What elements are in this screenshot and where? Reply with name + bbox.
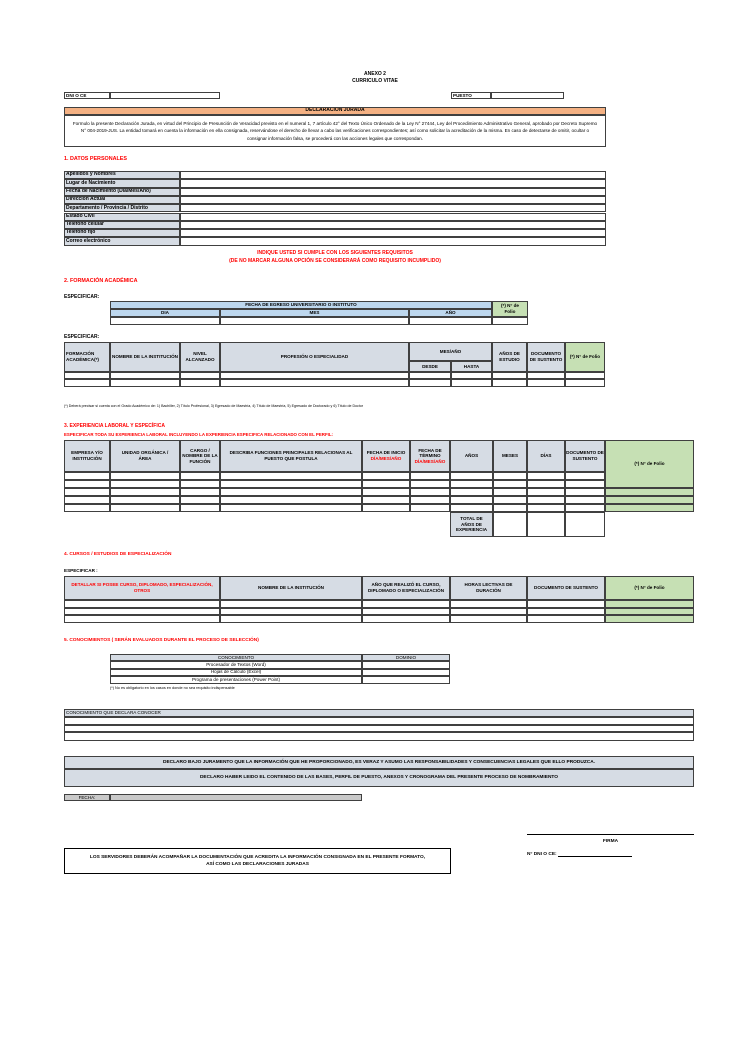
cell[interactable]	[220, 496, 362, 504]
declaration-body: Formulo la presente Declaración Jurada, en virtud del Principio de Presunción de Veracidad previsto en el numeral 1, 7 artículo 42° del Texto Único Ordenado de la Ley N° 27444, Ley del Procedimiento Administrativo General, aprobado por Decreto Supremo N° 004-2019-JUS. La entidad tomará en cuenta la información en ella consignada, reservándose el derecho de llevar a cabo las verificaciones correspondientes; así como solicitar la acreditación de la misma. En caso de detectarse de omitir, ocultar o consignar información falsa, se procederá con las acciones legales que correspondan.	[64, 115, 606, 147]
col-header-horas: HORAS LECTIVAS DE DURACIÓN	[450, 576, 527, 600]
cell[interactable]	[110, 480, 180, 488]
personal-input[interactable]	[180, 204, 606, 212]
col-header-documento: DOCUMENTO DE SUSTENTO	[527, 342, 565, 372]
total-experience-label: TOTAL DE AÑOS DE EXPERIENCIA	[450, 512, 493, 537]
cell[interactable]	[110, 472, 180, 480]
page-title: CURRICULO VITAE	[352, 78, 398, 84]
cell[interactable]	[362, 488, 410, 496]
cell[interactable]	[64, 504, 110, 512]
dni-label: DNI O CE	[64, 92, 110, 99]
cell[interactable]	[220, 480, 362, 488]
knowledge-footnote: (*) No es obligatorio en los casos en donde no sea requisito indispensable	[110, 686, 235, 690]
col-header-desde: DESDE	[409, 361, 451, 372]
folio-cell[interactable]	[605, 504, 694, 512]
section-title-experience: 3. EXPERIENCIA LABORAL Y ESPECÍFICA	[64, 423, 165, 429]
cell[interactable]	[450, 504, 493, 512]
cell[interactable]	[527, 504, 565, 512]
cell[interactable]	[410, 496, 450, 504]
personal-label: Estado Civil	[64, 213, 180, 221]
cell[interactable]	[220, 472, 362, 480]
cell[interactable]	[362, 496, 410, 504]
cell[interactable]	[110, 488, 180, 496]
col-header-profesion: PROFESIÓN O ESPECIALIDAD	[220, 342, 409, 372]
knowledge-level-input[interactable]	[362, 661, 450, 669]
cell[interactable]	[527, 600, 605, 608]
declared-knowledge-input[interactable]	[64, 732, 694, 741]
signature-dni-label: N° DNI O CE:	[527, 852, 557, 857]
cell[interactable]	[493, 496, 527, 504]
cell[interactable]	[220, 372, 409, 379]
cell[interactable]	[220, 504, 362, 512]
personal-label: Lugar de Nacimiento	[64, 179, 180, 187]
cell[interactable]	[450, 480, 493, 488]
cell[interactable]	[565, 472, 605, 480]
cell[interactable]	[565, 372, 605, 379]
date-input[interactable]	[110, 794, 362, 801]
cell[interactable]	[220, 608, 362, 615]
cell[interactable]	[450, 615, 527, 623]
year-input[interactable]	[409, 317, 492, 325]
signature-line[interactable]	[527, 834, 694, 835]
specify-label-2: ESPECIFICAR:	[64, 334, 100, 340]
col-header-folio: (*) N° de Folio	[565, 342, 605, 372]
folio-cell[interactable]	[605, 608, 694, 615]
signature-label: FIRMA	[602, 839, 619, 844]
documentation-notice: LOS SERVIDORES DEBERÁN ACOMPAÑAR LA DOCUMENTACIÓN QUE ACREDITA LA INFORMACIÓN CONSIGNADA EN EL PRESENTE FORMATO, ASÍ COMO LAS DECLARACIONES JURADAS	[64, 848, 451, 874]
folio-cell[interactable]	[605, 496, 694, 504]
cell[interactable]	[450, 496, 493, 504]
col-header-anios: AÑOS	[450, 440, 493, 472]
cell[interactable]	[450, 608, 527, 615]
section-title-academic: 2. FORMACIÓN ACADÉMICA	[64, 278, 138, 284]
cell[interactable]	[451, 379, 492, 387]
col-header-dias: DÍAS	[527, 440, 565, 472]
cell[interactable]	[64, 615, 220, 623]
cell[interactable]	[451, 372, 492, 379]
cell[interactable]	[64, 608, 220, 615]
specify-label: ESPECIFICAR:	[64, 294, 100, 300]
personal-input[interactable]	[180, 213, 606, 221]
personal-label: Dirección Actual	[64, 196, 180, 204]
cell[interactable]	[180, 504, 220, 512]
cell[interactable]	[450, 600, 527, 608]
col-header-folio: (*) N° de Folio	[605, 440, 694, 488]
cell[interactable]	[220, 379, 409, 387]
specify-label-courses: ESPECIFICAR :	[64, 568, 98, 573]
col-header-mes-anio: MES/AÑO	[409, 342, 492, 361]
cell[interactable]	[362, 472, 410, 480]
cell[interactable]	[527, 608, 605, 615]
folio-cell[interactable]	[605, 615, 694, 623]
personal-input[interactable]	[180, 171, 606, 179]
cell[interactable]	[220, 488, 362, 496]
cell[interactable]	[64, 372, 110, 379]
personal-label: Departamento / Provincia / Distrito	[64, 204, 180, 212]
cell[interactable]	[492, 372, 527, 379]
cell[interactable]	[409, 379, 451, 387]
section-title-personal: 1. DATOS PERSONALES	[64, 156, 128, 162]
personal-input[interactable]	[180, 179, 606, 187]
personal-input[interactable]	[180, 237, 606, 245]
folio-cell[interactable]	[605, 600, 694, 608]
personal-input[interactable]	[180, 188, 606, 196]
oath-statement-1: DECLARO BAJO JURAMENTO QUE LA INFORMACIÓN QUE HE PROPORCIONADO, ES VERAZ Y ASUMO LAS RESPONSABILIDADES Y CONSECUENCIAS LEGALES QUE ELLO PRODUZCA.	[64, 756, 694, 769]
col-header-documento: DOCUMENTO DE SUSTENTO	[527, 576, 605, 600]
knowledge-level-input[interactable]	[362, 669, 450, 677]
col-header-conocimiento: CONOCIMIENTO	[110, 654, 362, 661]
cell[interactable]	[565, 496, 605, 504]
cell[interactable]	[492, 379, 527, 387]
personal-input[interactable]	[180, 229, 606, 237]
cell[interactable]	[180, 496, 220, 504]
personal-label: Teléfono celular	[64, 221, 180, 229]
section-title-knowledge: 5. CONOCIMIENTOS ( SERÁN EVALUADOS DURANTE EL PROCESO DE SELECCIÓN)	[64, 638, 259, 643]
puesto-input[interactable]	[491, 92, 564, 99]
col-header-cargo: CARGO / NOMBRE DE LA FUNCIÓN	[180, 440, 220, 472]
signature-dni-row	[527, 852, 632, 857]
knowledge-name: Hojas de Cálculo (Excel)	[110, 669, 362, 677]
cell[interactable]	[527, 496, 565, 504]
col-header-detalle: DETALLAR SI POSEE CURSO, DIPLOMADO, ESPECIALIZACIÓN, OTROS	[64, 576, 220, 600]
folio-cell[interactable]	[605, 488, 694, 496]
declaration-title: DECLARACIÓN JURADA	[64, 107, 606, 115]
experience-subtitle: ESPECIFICAR TODA SU EXPERIENCIA LABORAL INCLUYENDO LA EXPERIENCIA ESPECIFICA RELACIONADO CON EL PERFIL:	[64, 432, 333, 437]
personal-label: Correo electrónico	[64, 237, 180, 245]
knowledge-level-input[interactable]	[362, 676, 450, 684]
cell[interactable]	[493, 504, 527, 512]
day-input[interactable]	[110, 317, 220, 325]
cell[interactable]	[565, 504, 605, 512]
cell[interactable]	[180, 379, 220, 387]
inicio-format: DÍA/MES/AÑO	[370, 456, 402, 461]
cell[interactable]	[527, 480, 565, 488]
col-header-inicio	[362, 440, 410, 472]
cell[interactable]	[565, 488, 605, 496]
col-header-empresa: EMPRESA Y/O INSTITUCIÓN	[64, 440, 110, 472]
cell[interactable]	[64, 496, 110, 504]
col-header-hasta: HASTA	[451, 361, 492, 372]
requirements-notice: INDIQUE USTED SI CUMPLE CON LOS SIGUIENTES REQUISITOS	[257, 250, 413, 256]
cell[interactable]	[362, 600, 450, 608]
folio-input[interactable]	[492, 317, 528, 325]
declared-knowledge-input[interactable]	[64, 717, 694, 725]
personal-label: Fecha de Nacimiento (Día/Mes/Año)	[64, 188, 180, 196]
cell[interactable]	[64, 600, 220, 608]
cell[interactable]	[180, 480, 220, 488]
knowledge-name: Programa de presentaciones (Power Point)	[110, 676, 362, 684]
personal-input[interactable]	[180, 221, 606, 229]
cell[interactable]	[410, 488, 450, 496]
day-header: DIA	[110, 309, 220, 317]
col-header-nivel: NIVEL ALCANZADO	[180, 342, 220, 372]
cell[interactable]	[64, 472, 110, 480]
graduation-date-header: FECHA DE EGRESO UNIVERSITARIO O INSTITUTO	[110, 301, 492, 309]
col-header-dominio: DOMINIO	[362, 654, 450, 661]
cell[interactable]	[527, 488, 565, 496]
total-months-input[interactable]	[527, 512, 565, 537]
academic-footnote: (*) Deberá precisar si cuenta con el Grado Académico de: 1) Bachiller, 2) Título Profesional, 3) Egresado de Maestría, 4) Título de Maestría, 5) Egresado de Doctorado y 6) Título de Doctor	[64, 404, 364, 408]
oath-statement-2: DECLARO HABER LEIDO EL CONTENIDO DE LAS BASES, PERFIL DE PUESTO, ANEXOS Y CRONOGRAMA DEL PRESENTE PROCESO DE NOMBRAMIENTO	[64, 769, 694, 787]
cell[interactable]	[362, 504, 410, 512]
month-input[interactable]	[220, 317, 409, 325]
cell[interactable]	[565, 480, 605, 488]
col-header-anios: AÑOS DE ESTUDIO	[492, 342, 527, 372]
cell[interactable]	[64, 480, 110, 488]
cell[interactable]	[527, 379, 565, 387]
total-days-input[interactable]	[565, 512, 605, 537]
year-header: AÑO	[409, 309, 492, 317]
cell[interactable]	[493, 480, 527, 488]
inicio-label: FECHA DE INICIO	[366, 450, 406, 456]
cell[interactable]	[64, 379, 110, 387]
cell[interactable]	[565, 379, 605, 387]
dni-input[interactable]	[110, 92, 220, 99]
col-header-termino	[410, 440, 450, 472]
cell[interactable]	[362, 615, 450, 623]
knowledge-name: Procesador de Textos (Word)	[110, 661, 362, 669]
col-header-funciones: DESCRIBA FUNCIONES PRINCIPALES RELACIONAS AL PUESTO QUE POSTULA	[220, 440, 362, 472]
cell[interactable]	[362, 480, 410, 488]
cell[interactable]	[110, 504, 180, 512]
cell[interactable]	[409, 372, 451, 379]
cell[interactable]	[180, 472, 220, 480]
col-header-institucion: NOMBRE DE LA INSTITUCIÓN	[110, 342, 180, 372]
cell[interactable]	[527, 372, 565, 379]
month-header: MES	[220, 309, 409, 317]
personal-label: Apellidos y Nombres	[64, 171, 180, 179]
termino-format: DÍA/MES/AÑO	[414, 458, 446, 464]
requirements-warning: (DE NO MARCAR ALGUNA OPCIÓN SE CONSIDERARÁ COMO REQUISITO INCUMPLIDO)	[229, 258, 441, 264]
cell[interactable]	[527, 615, 605, 623]
cell[interactable]	[493, 472, 527, 480]
section-title-courses: 4. CURSOS / ESTUDIOS DE ESPECIALIZACIÓN	[64, 552, 172, 557]
cell[interactable]	[410, 504, 450, 512]
col-header-meses: MESES	[493, 440, 527, 472]
folio-header: (*) N° de Folio	[492, 301, 528, 317]
declared-knowledge-input[interactable]	[64, 725, 694, 732]
cell[interactable]	[220, 600, 362, 608]
cell[interactable]	[64, 488, 110, 496]
col-header-folio: (*) N° de Folio	[605, 576, 694, 600]
cell[interactable]	[527, 472, 565, 480]
col-header-documento: DOCUMENTO DE SUSTENTO	[565, 440, 605, 472]
cell[interactable]	[410, 480, 450, 488]
col-header-anio: AÑO QUE REALIZÓ EL CURSO, DIPLOMADO O ESPECIALIZACIÓN	[362, 576, 450, 600]
total-years-input[interactable]	[493, 512, 527, 537]
cell[interactable]	[110, 379, 180, 387]
col-header-formacion: FORMACIÓN ACADÉMICA(*)	[64, 342, 110, 372]
annex-label: ANEXO 2	[364, 71, 386, 77]
personal-label: Teléfono fijo	[64, 229, 180, 237]
cell[interactable]	[110, 372, 180, 379]
cell[interactable]	[180, 372, 220, 379]
col-header-unidad: UNIDAD ORGÁNICA / ÁREA	[110, 440, 180, 472]
declared-knowledge-header: CONOCIMIENTO QUE DECLARA CONOCER	[64, 709, 694, 717]
personal-input[interactable]	[180, 196, 606, 204]
cell[interactable]	[110, 496, 180, 504]
cell[interactable]	[410, 472, 450, 480]
cell[interactable]	[220, 615, 362, 623]
puesto-label: PUESTO	[451, 92, 491, 99]
cell[interactable]	[450, 472, 493, 480]
signature-dni-input[interactable]	[558, 852, 632, 857]
col-header-institucion: NOMBRE DE LA INSTITUCIÓN	[220, 576, 362, 600]
termino-label: FECHA DE TÉRMINO	[418, 447, 442, 459]
cell[interactable]	[180, 488, 220, 496]
cell[interactable]	[362, 608, 450, 615]
cell[interactable]	[450, 488, 493, 496]
date-label: FECHA:	[64, 794, 110, 801]
cell[interactable]	[493, 488, 527, 496]
